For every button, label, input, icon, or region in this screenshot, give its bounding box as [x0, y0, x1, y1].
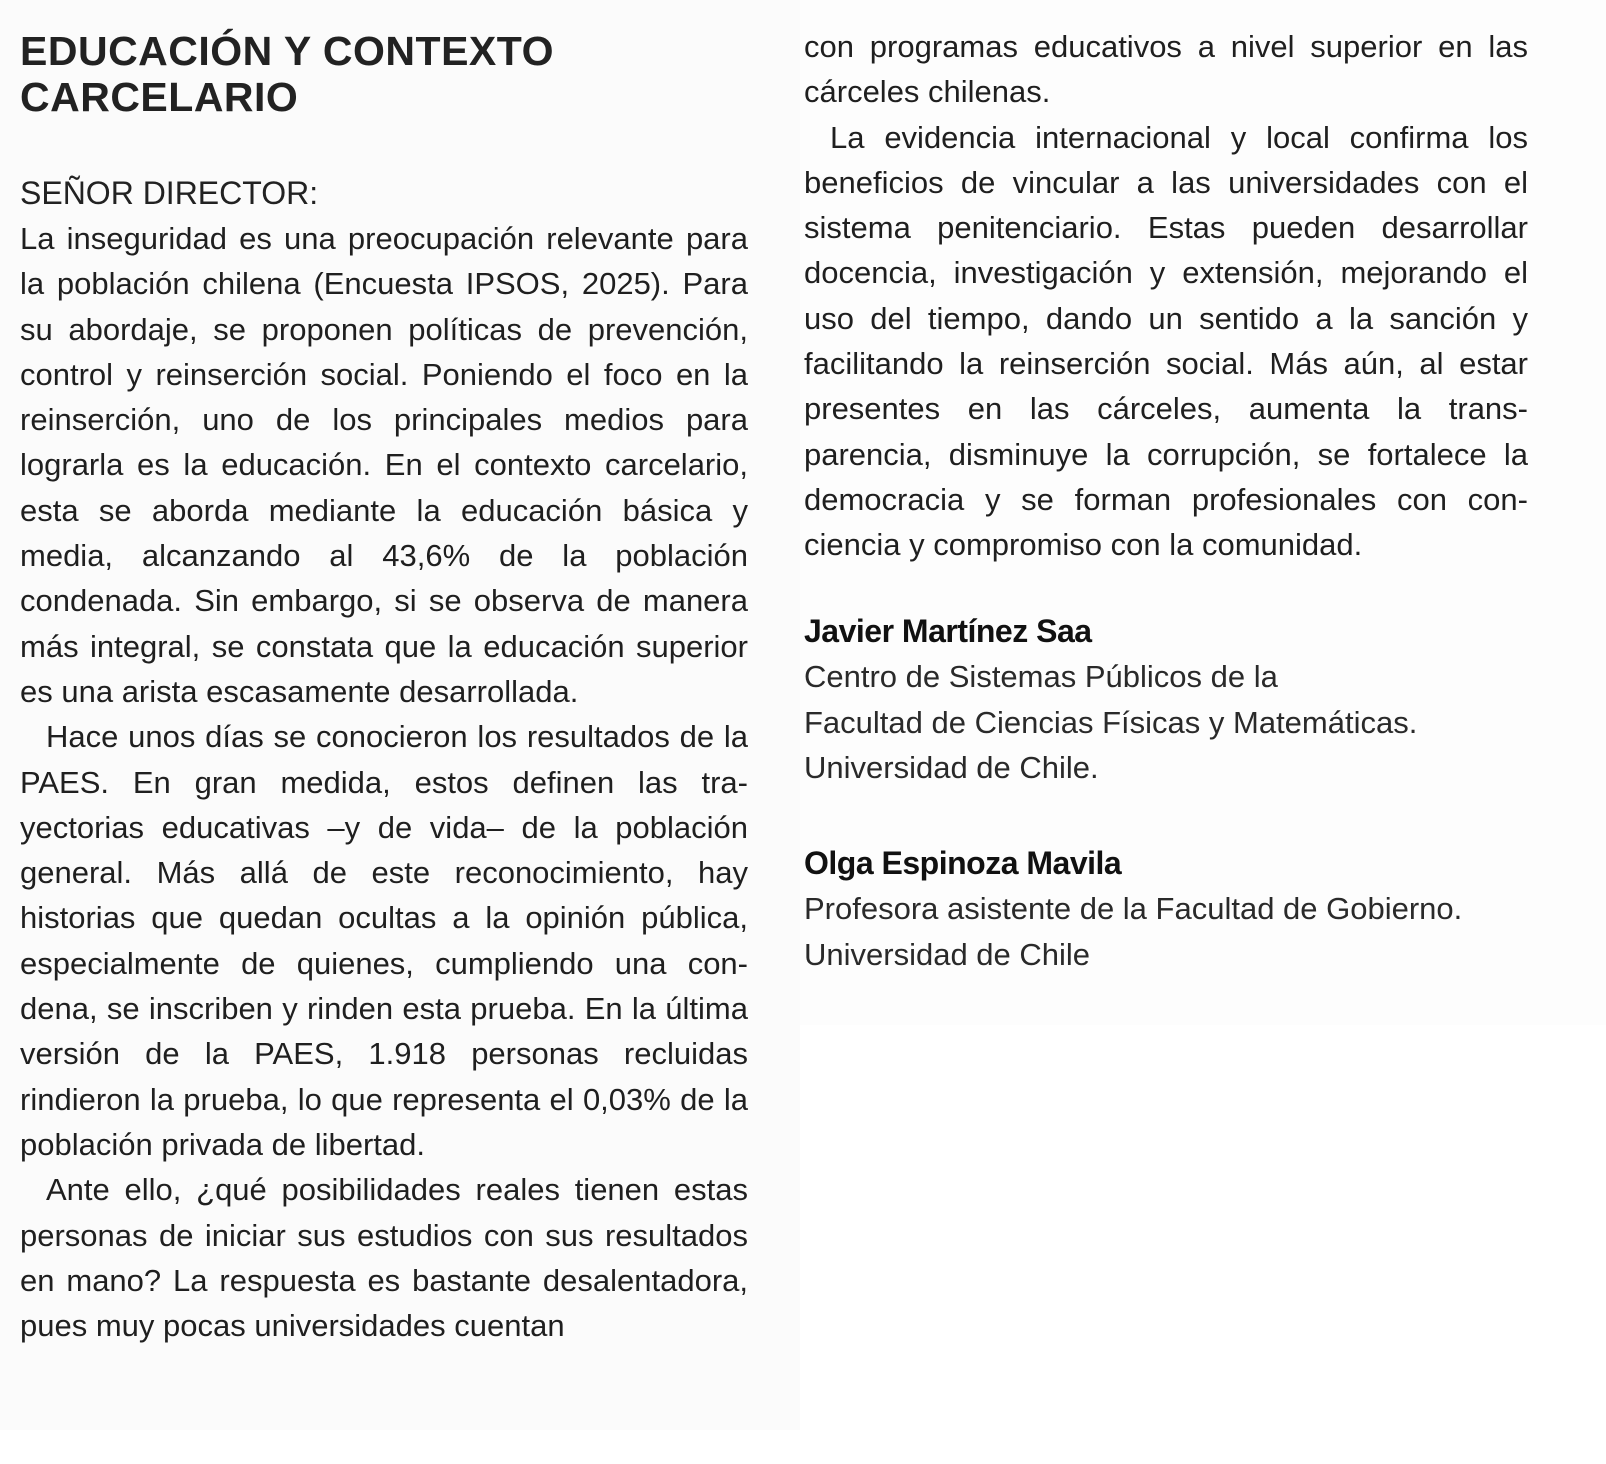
- signature-affiliation-line: Facultad de Ciencias Físicas y Matemáticas.: [804, 704, 1418, 740]
- paragraph-4: La evidencia internacional y local confirma los beneficios de vincular a las universidades con el sistema penitenciario. Estas pueden desarrollar docencia, investigación y extensión, mejorando el uso del tiempo, dando un sentido a la sanción y facilitando la reinserción social. Más aún, al estar presentes en las cárceles, aumenta la transparencia, disminuye la corrupción, se fortalece la democracia y se forman profesionales con conciencia y compromiso con la comunidad.: [804, 119, 1528, 563]
- paragraph-3-continued: con programas educativos a nivel superior en las cárceles chilenas.: [804, 29, 1528, 110]
- salutation: SEÑOR DIRECTOR:: [20, 175, 319, 211]
- paragraph-3: Ante ello, ¿qué posibilidades reales tienen estas personas de iniciar sus estudios con sus resultados en mano? La respuesta es bastante desalentadora, pues muy pocas universidades cuentan: [20, 1172, 748, 1344]
- title-line-2: CARCELARIO: [20, 74, 299, 120]
- signature-affiliation-line: Universidad de Chile: [804, 936, 1091, 972]
- article-title: [20, 28, 760, 120]
- signature-affiliation-line: Centro de Sistemas Públicos de la: [804, 659, 1278, 694]
- paragraph-2: Hace unos días se conocieron los resultados de la PAES. En gran medida, estos definen las trayectorias educativas –y de vida– de la población general. Más allá de este reconocimiento, hay historias que quedan ocultas a la opinión pública, especialmente de quienes, cumpliendo una condena, se inscriben y rinden esta prueba. En la última versión de la PAES, 1.918 personas recluidas rindieron la prueba, lo que representa el 0,03% de la población privada de libertad.: [20, 719, 748, 1162]
- signature-name: Javier Martínez Saa: [804, 613, 1092, 649]
- left-body-text: [20, 216, 748, 1348]
- signature-name: Olga Espinoza Mavila: [804, 845, 1122, 881]
- paragraph-1: La inseguridad es una preocupación relevante para la población chilena (Encuesta IPSOS, 2025). Para su abordaje, se proponen políticas de prevención, control y reinserción social. Poniendo el foco en la reinserción, uno de los principales medios para lograrla es la educación. En el contexto carcelario, esta se aborda mediante la educación básica y media, alcanzando al 43,6% de la población condenada. Sin embargo, si se observa de manera más integral, se constata que la educación superior es una arista escasamente desarrollada.: [20, 221, 748, 709]
- signature-block-2: [804, 840, 1584, 977]
- signature-affiliation-line: Universidad de Chile.: [804, 750, 1099, 785]
- signature-block-1: [804, 608, 1584, 791]
- signature-affiliation-line: Profesora asistente de la Facultad de Gobierno.: [804, 891, 1463, 926]
- right-body-text: [804, 24, 1528, 568]
- title-line-1: EDUCACIÓN Y CONTEXTO: [20, 28, 554, 74]
